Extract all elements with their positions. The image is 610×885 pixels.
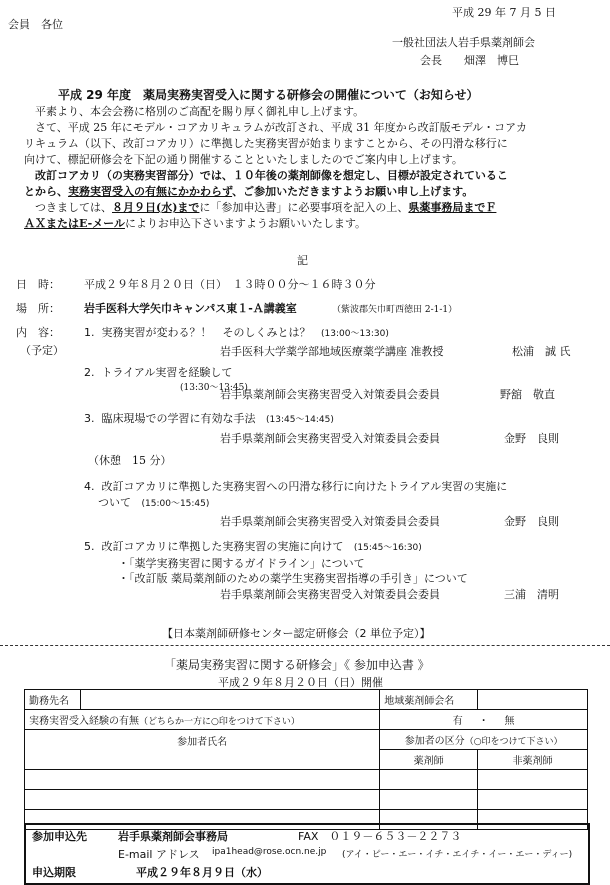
participant-row-2-non-pharmacist[interactable] — [478, 790, 588, 810]
item-title-cont: ついて — [98, 496, 131, 509]
item-time: (13:45～14:45) — [266, 415, 334, 425]
branch-field[interactable] — [478, 690, 588, 710]
form-title: 「薬局実務実習に関する研修会」《 参加申込書 》 — [164, 658, 430, 672]
program-item-4-title — [84, 478, 507, 494]
contact-label: 参加申込先 — [32, 830, 87, 843]
item-time: (15:45～16:30) — [353, 543, 422, 553]
form-date: 平成２９年８月２０日（日）開催 — [218, 676, 383, 689]
item-title: 改訂コアカリに準拠した実務実習への円滑な移行に向けたトライアル実習の実施に — [101, 480, 508, 493]
paragraph-purpose-line2: リキュラム（以下、改訂コアカリ）に準拠した実務実習が始まりますことから、その円滑な移行に — [24, 137, 508, 150]
request-text-a: とから、 — [24, 185, 68, 198]
program-item-2-name: 野舘 敬直 — [500, 388, 555, 401]
paragraph-greeting: 平素より、本会会務に格別のご高配を賜り厚く御礼申し上げます。 — [35, 105, 365, 118]
program-item-5-name: 三浦 清明 — [504, 588, 559, 601]
program-item-1-speaker: 岩手医科大学薬学部地域医療薬学講座 准教授 — [220, 345, 444, 358]
participant-row-1-pharmacist[interactable] — [380, 770, 478, 790]
item-number: 3. — [84, 412, 95, 425]
deadline-value: 平成２９年８月９日（水） — [136, 866, 268, 879]
item-title: 改訂コアカリに準拠した実務実習の実施に向けて — [101, 540, 344, 553]
program-item-1-title — [84, 324, 389, 340]
ki-heading: 記 — [297, 254, 308, 267]
content-sub-label: （予定） — [20, 344, 64, 357]
contact-fax: FAX ０１９－６５３－２２７３ — [298, 830, 462, 843]
program-item-2-title — [84, 364, 232, 380]
experience-options — [380, 710, 588, 730]
program-item-2-speaker: 岩手県薬剤師会実務実習受入対策委員会委員 — [220, 388, 440, 401]
paragraph-deadline-line2 — [24, 216, 586, 232]
contact-email-reading: (アイ・ピー・エー・イチ・エイチ・イー・エー・ディー) — [342, 850, 573, 860]
date-label: 日 時： — [16, 278, 60, 291]
item-title: 臨床現場での学習に有効な手法 — [101, 412, 256, 425]
cut-line — [0, 645, 610, 646]
paragraph-request-line2 — [24, 184, 586, 200]
request-text-underlined: 実務実習受入の有無にかかわらず — [68, 185, 233, 198]
recipient: 会員 各位 — [8, 18, 63, 31]
date-value: 平成２９年８月２０日（日） １３時００分～１６時３０分 — [84, 278, 376, 291]
sender-name: 会長 畑澤 博巳 — [420, 54, 519, 67]
deadline-date-underlined: ８月９日(水)まで — [112, 201, 200, 214]
participant-row-1-name[interactable] — [25, 770, 380, 790]
contact-box — [24, 823, 590, 885]
item-title: トライアル実習を経験して — [101, 366, 233, 379]
body-text — [24, 104, 586, 232]
program-item-1-name: 松浦 誠 氏 — [512, 345, 571, 358]
deadline-text-b: に「参加申込書」に必要事項を記入の上、 — [199, 201, 409, 214]
place-value: 岩手医科大学矢巾キャンパス東１-Ａ講義室 — [84, 302, 297, 315]
deadline-label: 申込期限 — [32, 866, 76, 879]
program-item-4-name: 金野 良則 — [504, 515, 559, 528]
place-label: 場 所： — [16, 302, 60, 315]
program-item-2-time: (13:30～13:45) — [180, 383, 248, 393]
program-item-5-bullet1: ・「薬学実務実習に関するガイドライン」について — [118, 557, 365, 570]
item-number: 1. — [84, 326, 95, 339]
experience-label-cell — [25, 710, 380, 730]
paragraph-request-line1: 改訂コアカリ（の実務実習部分）では、１０年後の薬剤師像を想定し、目標が設定されているこ — [35, 169, 508, 182]
experience-separator: ・ — [478, 716, 489, 727]
experience-option-yes[interactable]: 有 — [452, 716, 463, 727]
participant-row-1-non-pharmacist[interactable] — [478, 770, 588, 790]
item-number: 2. — [84, 366, 95, 379]
program-item-3-speaker: 岩手県薬剤師会実務実習受入対策委員会委員 — [220, 432, 440, 445]
program-item-4-title2 — [98, 494, 209, 510]
participant-label: 参加者氏名 — [25, 730, 380, 770]
paragraph-purpose-line1: さて、平成 25 年にモデル・コアカリキュラムが改訂され、平成 31 年度から改訂版モデル・コアカ — [35, 121, 527, 134]
certification-note: 【日本薬剤師研修センター認定研修会（2 単位予定）】 — [162, 627, 431, 640]
item-time: (15:00～15:45) — [141, 499, 210, 509]
content-label: 内 容： — [16, 326, 60, 339]
deadline-method-underlined: ＡＸまたはE-メール — [24, 217, 125, 230]
deadline-text-a: つきましては、 — [35, 201, 112, 214]
contact-email[interactable]: ipa1head@rose.ocn.ne.jp — [212, 847, 327, 857]
workplace-field[interactable] — [80, 690, 379, 710]
contact-email-label: E-mail アドレス — [118, 848, 200, 861]
deadline-text-c: 県薬事務局までＦ — [408, 201, 497, 214]
paragraph-purpose-line3: 向けて、標記研修会を下記の通り開催することといたしましたのでご案内申し上げます。 — [24, 153, 463, 166]
experience-option-no[interactable]: 無 — [504, 716, 515, 727]
item-time: (13:00～13:30) — [321, 329, 389, 339]
item-number: 4. — [84, 480, 95, 493]
program-item-5-speaker: 岩手県薬剤師会実務実習受入対策委員会委員 — [220, 588, 440, 601]
category-label: 参加者の区分 — [404, 736, 465, 747]
program-item-3-name: 金野 良則 — [504, 432, 559, 445]
program-item-3-title — [84, 410, 334, 426]
participant-row-2-pharmacist[interactable] — [380, 790, 478, 810]
item-number: 5. — [84, 540, 95, 553]
page-title: 平成 29 年度 薬局実務実習受入に関する研修会の開催について（お知らせ） — [58, 88, 479, 102]
experience-label: 実務実習受入経験の有無 — [29, 716, 139, 727]
item-title: 実務実習が変わる？！ そのしくみとは？ — [101, 326, 311, 339]
experience-note: （どちらか一方に○印をつけて下さい） — [139, 717, 300, 727]
break-note: （休憩 15 分） — [88, 454, 172, 467]
category-pharmacist: 薬剤師 — [380, 750, 478, 770]
workplace-label: 勤務先名 — [25, 690, 81, 710]
document-date: 平成 29 年 7 月 5 日 — [452, 6, 556, 19]
program-item-5-bullet2: ・「改訂版 薬局薬剤師のための薬学生実務実習指導の手引き」について — [118, 572, 468, 585]
program-item-4-speaker: 岩手県薬剤師会実務実習受入対策委員会委員 — [220, 515, 440, 528]
sender-org: 一般社団法人岩手県薬剤師会 — [392, 36, 535, 49]
participant-row-2-name[interactable] — [25, 790, 380, 810]
category-label-cell — [380, 730, 588, 750]
contact-org: 岩手県薬剤師会事務局 — [118, 830, 228, 843]
category-non-pharmacist: 非薬剤師 — [478, 750, 588, 770]
application-form-table — [24, 689, 588, 830]
program-item-5-title — [84, 538, 422, 554]
request-text-b: 、ご参加いただきますようお願い申し上げます。 — [232, 185, 474, 198]
category-note: （○印をつけて下さい） — [464, 737, 563, 747]
paragraph-deadline-line1 — [24, 200, 586, 216]
place-address: （紫波郡矢巾町西徳田 2-1-1） — [332, 305, 458, 315]
branch-label: 地域薬剤師会名 — [380, 690, 478, 710]
deadline-text-d: によりお申込下さいますようお願いいたします。 — [124, 217, 367, 230]
